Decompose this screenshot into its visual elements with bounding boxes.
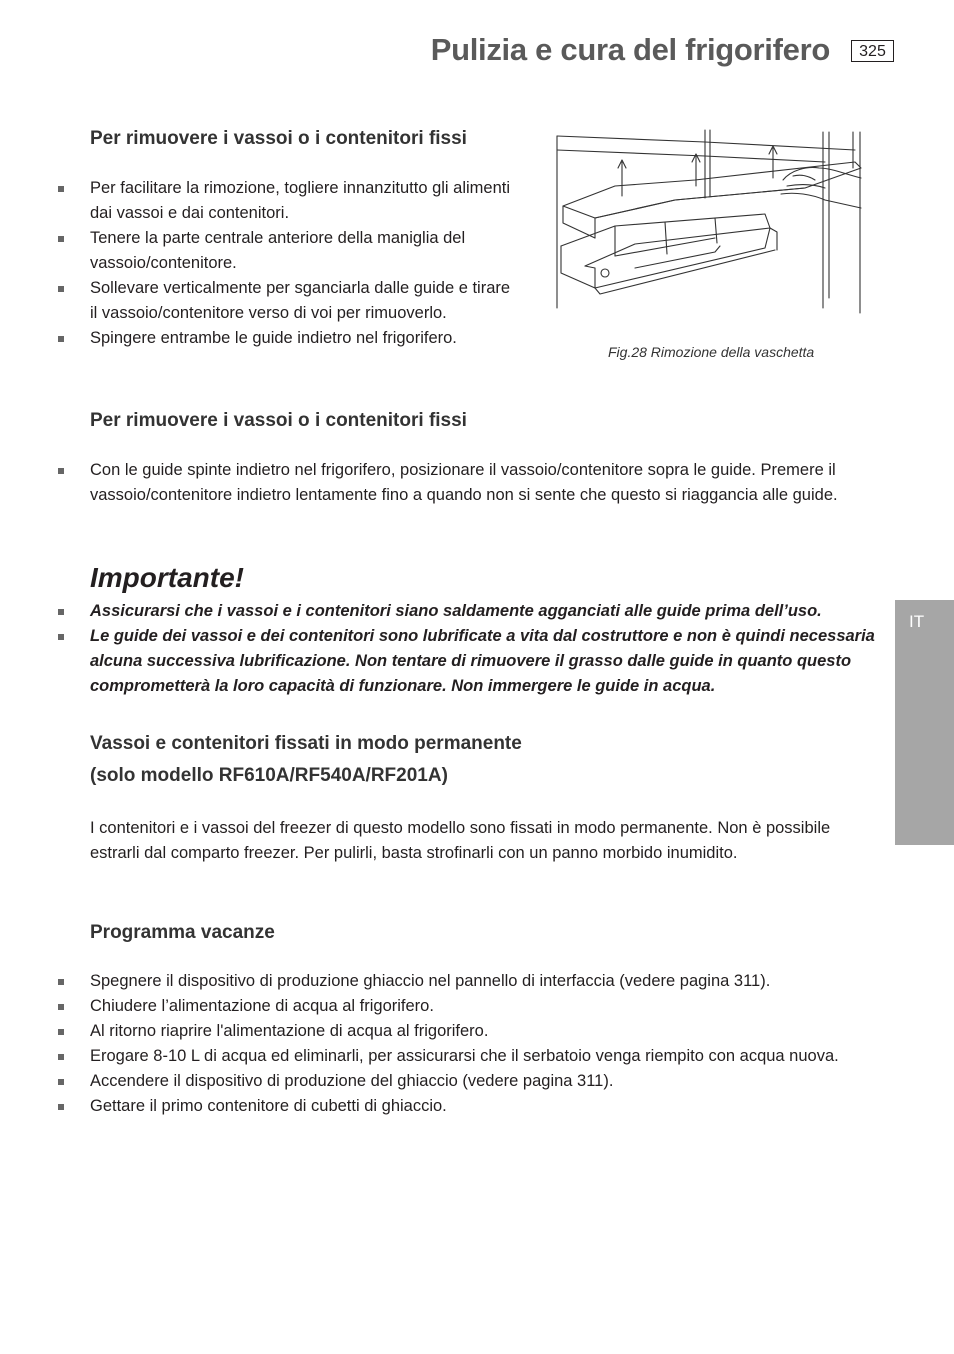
list-item: Spingere entrambe le guide indietro nel frigorifero. — [0, 326, 512, 351]
list-item: Gettare il primo contenitore di cubetti di ghiaccio. — [0, 1094, 880, 1119]
list-item: Assicurarsi che i vassoi e i contenitori siano saldamente agganciati alle guide prima dell’uso. — [0, 599, 892, 624]
page-title: Pulizia e cura del frigorifero — [430, 32, 830, 67]
list-item: Sollevare verticalmente per sganciarla dalle guide e tirare il vassoio/contenitore verso di voi per rimuoverlo. — [0, 276, 512, 326]
list-item: Per facilitare la rimozione, togliere innanzitutto gli alimenti dai vassoi e dai contenitori. — [0, 176, 512, 226]
reinstall-steps-list — [0, 458, 850, 508]
tray-removal-illustration — [555, 128, 865, 318]
figure-caption: Fig.28 Rimozione della vaschetta — [608, 344, 815, 360]
vacation-steps-list — [0, 969, 880, 1119]
list-item: Erogare 8-10 L di acqua ed eliminarli, per assicurarsi che il serbatoio venga riempito con acqua nuova. — [0, 1044, 880, 1069]
language-tab-label: IT — [909, 612, 925, 631]
page-number: 325 — [851, 40, 894, 62]
important-list — [0, 599, 892, 699]
fixed-trays-paragraph: I contenitori e i vassoi del freezer di questo modello sono fissati in modo permanente. Non è possibile estrarli dal comparto freezer. Per pulirli, basta strofinarli con un panno morbido inumidito. — [90, 819, 831, 862]
list-item: Con le guide spinte indietro nel frigorifero, posizionare il vassoio/contenitore sopra le guide. Premere il vassoio/contenitore indietro lentamente fino a quando non si sente che questo si riaggancia alle guide. — [0, 458, 850, 508]
list-item: Chiudere l’alimentazione di acqua al frigorifero. — [0, 994, 880, 1019]
list-item: Tenere la parte centrale anteriore della maniglia del vassoio/contenitore. — [0, 226, 512, 276]
section-heading-fixed-trays-models: (solo modello RF610A/RF540A/RF201A) — [90, 765, 448, 786]
section-heading-vacation-program: Programma vacanze — [90, 922, 275, 943]
remove-steps-list — [0, 176, 512, 351]
section-heading-fixed-trays: Vassoi e contenitori fissati in modo permanente — [90, 733, 522, 754]
list-item: Spegnere il dispositivo di produzione ghiaccio nel pannello di interfaccia (vedere pagina 311). — [0, 969, 880, 994]
list-item: Le guide dei vassoi e dei contenitori sono lubrificate a vita dal costruttore e non è quindi necessaria alcuna successiva lubrificazione. Non tentare di rimuovere il grasso dalle guide in quanto questo comprometterà la loro capacità di funzionare. Non immergere le guide in acqua. — [0, 624, 892, 699]
important-title: Importante! — [90, 562, 244, 593]
section-heading-reinstall-trays: Per rimuovere i vassoi o i contenitori fissi — [90, 410, 467, 431]
section-heading-remove-trays: Per rimuovere i vassoi o i contenitori fissi — [90, 128, 467, 149]
language-tab — [895, 600, 954, 845]
list-item: Accendere il dispositivo di produzione del ghiaccio (vedere pagina 311). — [0, 1069, 880, 1094]
list-item: Al ritorno riaprire l'alimentazione di acqua al frigorifero. — [0, 1019, 880, 1044]
